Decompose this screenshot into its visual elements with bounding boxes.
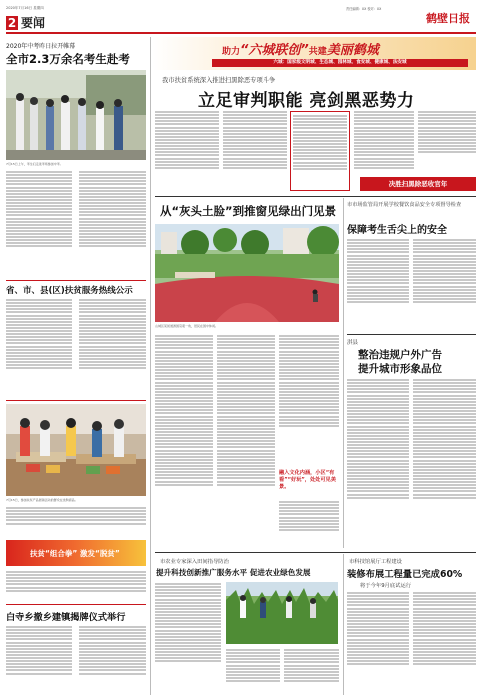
- ad-story-kicker: 淇县: [347, 340, 359, 346]
- museum-kicker: 市科技馆展厅工程建设: [349, 559, 402, 565]
- food-safety-headline: 保障考生舌尖上的安全: [347, 225, 447, 236]
- agri-kicker: 市农业专家深入田间指导防治: [160, 559, 229, 565]
- campaign-banner: [152, 37, 476, 70]
- campaign-tag: 决胜扫黑除恶收官年: [360, 177, 476, 191]
- column-rule-lower: [343, 554, 344, 695]
- ribbon-article-text: [6, 570, 146, 600]
- expo-article-text: [6, 506, 146, 534]
- top-story-kicker: 我市扶贫系统深入推进扫黑除恶专项斗争: [162, 77, 276, 84]
- food-safety-kicker: 市市场监管局开展学校餐饮食品安全专项督导检查: [347, 202, 462, 208]
- food-safety-col-2: [413, 238, 476, 330]
- top-story-headline: 立足审判职能 亮剑黑恶势力: [198, 91, 415, 111]
- park-photo: [155, 224, 339, 322]
- cornfield-photo: [226, 582, 338, 644]
- column-rule-left: [150, 37, 151, 695]
- green-story-col-3: [279, 334, 339, 464]
- exam-photo-caption: 7月15日上午，考生们走进考场参加中考。: [6, 162, 63, 166]
- poverty-expo-photo: [6, 404, 146, 496]
- top-story-col-5: [418, 110, 476, 172]
- poverty-expo-caption: 7月15日，参加扶贫产品展销活动的群众在选购商品。: [6, 498, 78, 502]
- hotline-list-1: [6, 298, 72, 396]
- lower-section-rule: [155, 552, 476, 553]
- top-story-boxed-text: [290, 111, 350, 191]
- column-rule-mid: [343, 198, 344, 548]
- top-story-col-1: [155, 110, 219, 192]
- left-article-text: [6, 170, 72, 275]
- agri-col-3: [284, 648, 339, 695]
- right-divider-1: [347, 334, 476, 335]
- service-hotline-title: 省、市、县(区)扶贫服务热线公示: [6, 286, 133, 296]
- masthead-rule: [6, 32, 476, 34]
- ad-story-col-2: [413, 378, 476, 548]
- green-story-headline: 从“灰头土脸”到推窗见绿出门见景: [160, 204, 337, 218]
- agri-headline: 提升科技创新推广服务水平 促进农业绿色发展: [156, 568, 311, 577]
- museum-headline: 装修布展工程量已完成60%: [347, 569, 463, 580]
- ad-story-headline-1: 整治违规户外广告: [358, 349, 442, 361]
- museum-col-1: [347, 591, 409, 695]
- green-story-col-2: [217, 334, 275, 544]
- banner-subtitle: 六城：国家级文明城、生态城、园林城、食安城、健康城、法安城: [212, 59, 468, 67]
- museum-subheadline: 将于今年9月底试运行: [360, 583, 412, 589]
- poverty-ribbon: [6, 540, 146, 566]
- paper-logo: 鹤壁日报: [426, 12, 470, 25]
- ad-story-headline-2: 提升城市形象品位: [358, 363, 442, 375]
- top-story-col-2: [223, 110, 287, 192]
- page-number: 2: [7, 16, 17, 30]
- agri-col-1: [155, 582, 221, 695]
- left-divider-1: [6, 280, 146, 281]
- ad-story-col-1: [347, 378, 409, 548]
- left-divider-2: [6, 400, 146, 401]
- top-story-rule: [155, 196, 476, 197]
- masthead-editor: 责任编辑：XX 校对：XX: [346, 7, 382, 11]
- baisi-headline: 白寺乡撤乡建镇揭牌仪式举行: [6, 612, 126, 623]
- poverty-ribbon-text: 扶贫“组合拳” 激发“脱贫”: [30, 549, 120, 558]
- baisi-text-2: [79, 625, 146, 695]
- left-kicker: 2020年中考昨日拉开帷幕: [6, 43, 76, 50]
- exam-photo: [6, 70, 146, 160]
- green-story-quote: 融入文化内涵，小区“有看”“好玩”，处处可见美景。: [279, 470, 336, 490]
- green-story-col-1: [155, 334, 213, 544]
- left-article-text-2: [79, 170, 146, 275]
- left-divider-3: [6, 604, 146, 605]
- green-story-col-3b: [279, 500, 339, 544]
- masthead-date: 2020年7月16日 星期四: [6, 6, 44, 10]
- food-safety-col-1: [347, 238, 409, 330]
- agri-col-2: [226, 648, 280, 695]
- section-title: 要闻: [21, 16, 46, 30]
- banner-title: 助力“六城联创”共建美丽鹤城: [222, 43, 379, 58]
- left-headline: 全市2.3万余名考生赴考: [6, 52, 130, 66]
- park-photo-caption: 山城区某街道游园景观一角，居民在园中休闲。: [155, 324, 219, 328]
- hotline-list-2: [79, 298, 146, 396]
- baisi-text-1: [6, 625, 72, 695]
- museum-col-2: [413, 591, 476, 695]
